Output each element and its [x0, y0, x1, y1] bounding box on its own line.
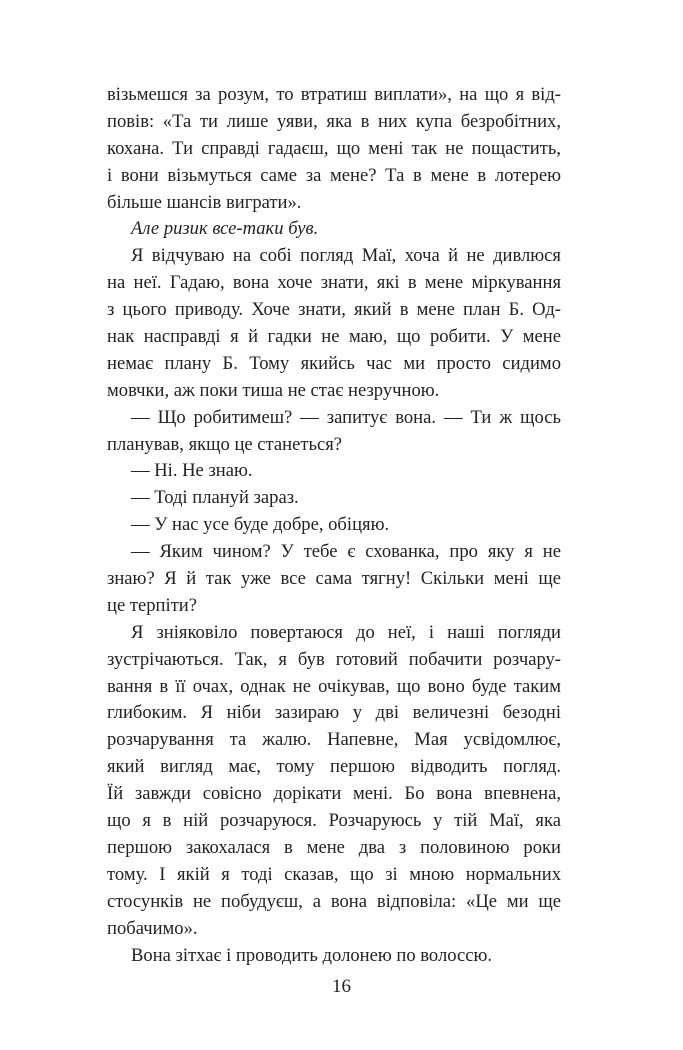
text-line: немає плану Б. Тому якийсь час ми просто сидимо	[107, 352, 561, 374]
text-line: планував, якщо це станеться?	[107, 433, 343, 455]
text-line: і вони візьмуться саме за мене? Та в мене в лотерею	[107, 164, 561, 186]
text-line: знаю? Я й так уже все сама тягну! Скільки мені ще	[107, 568, 561, 590]
text-line: Я зніяковіло повертаюся до неї, і наші погляди	[131, 621, 561, 643]
text-line: — Що робитимеш? — запитує вона. — Ти ж щось	[131, 406, 561, 428]
text-line: — У нас усе буде добре, обіцяю.	[131, 514, 390, 536]
text-line: кохана. Ти справді гадаєш, що мені так не пощастить,	[107, 137, 561, 159]
text-line: глибоким. Я ніби зазираю у дві величезні безодні	[107, 702, 561, 724]
text-line: візьмешся за розум, то втратиш виплати», на що я від-	[107, 84, 561, 105]
text-line: мовчки, аж поки тиша не стає незручною.	[107, 379, 440, 401]
text-line: на неї. Гадаю, вона хоче знати, які в мене міркування	[107, 272, 561, 294]
text-line: з цього приводу. Хоче знати, який в мене план Б. Од-	[107, 299, 561, 321]
text-line: це терпіти?	[107, 594, 197, 616]
text-line: тому. І якій я тоді сказав, що зі мною нормальних	[107, 863, 561, 885]
text-line: — Тоді плануй зараз.	[131, 487, 299, 509]
text-line: Вона зітхає і проводить долонею по волоссю.	[131, 944, 493, 966]
text-line: нак насправді я й гадки не маю, що робити. У мене	[107, 326, 561, 348]
text-line: зустрічаються. Так, я був готовий побачити розчару-	[107, 648, 561, 670]
text-line: — Яким чином? У тебе є схованка, про яку я не	[131, 541, 561, 563]
text-line: повів: «Та ти лише уяви, яка в них купа безробітних,	[107, 110, 561, 132]
text-line: стосунків не побудуєш, а вона відповіла: «Це ми ще	[107, 890, 561, 912]
text-line: Я відчуваю на собі погляд Маї, хоча й не дивлюся	[131, 245, 561, 267]
text-line: першою закохалася в мене два з половиною роки	[107, 836, 561, 858]
text-line: більше шансів виграти».	[107, 191, 302, 213]
page-number: 16	[332, 976, 351, 997]
text-line: вання в її очах, однак не очікував, що воно буде таким	[107, 675, 561, 697]
text-line: що я в ній розчаруюся. Розчаруюсь у тій Маї, яка	[107, 810, 561, 832]
text-line: Їй завжди совісно дорікати мені. Бо вона впевнена,	[107, 783, 561, 805]
italic-text-line: Але ризик все-таки був.	[131, 218, 319, 240]
text-line: побачимо».	[107, 917, 198, 939]
text-line: розчарування та жалю. Напевне, Мая усвідомлює,	[107, 729, 561, 751]
text-line: — Ні. Не знаю.	[131, 460, 253, 482]
page-body	[107, 82, 561, 969]
text-line: який вигляд має, тому першою відводить погляд.	[107, 756, 561, 778]
